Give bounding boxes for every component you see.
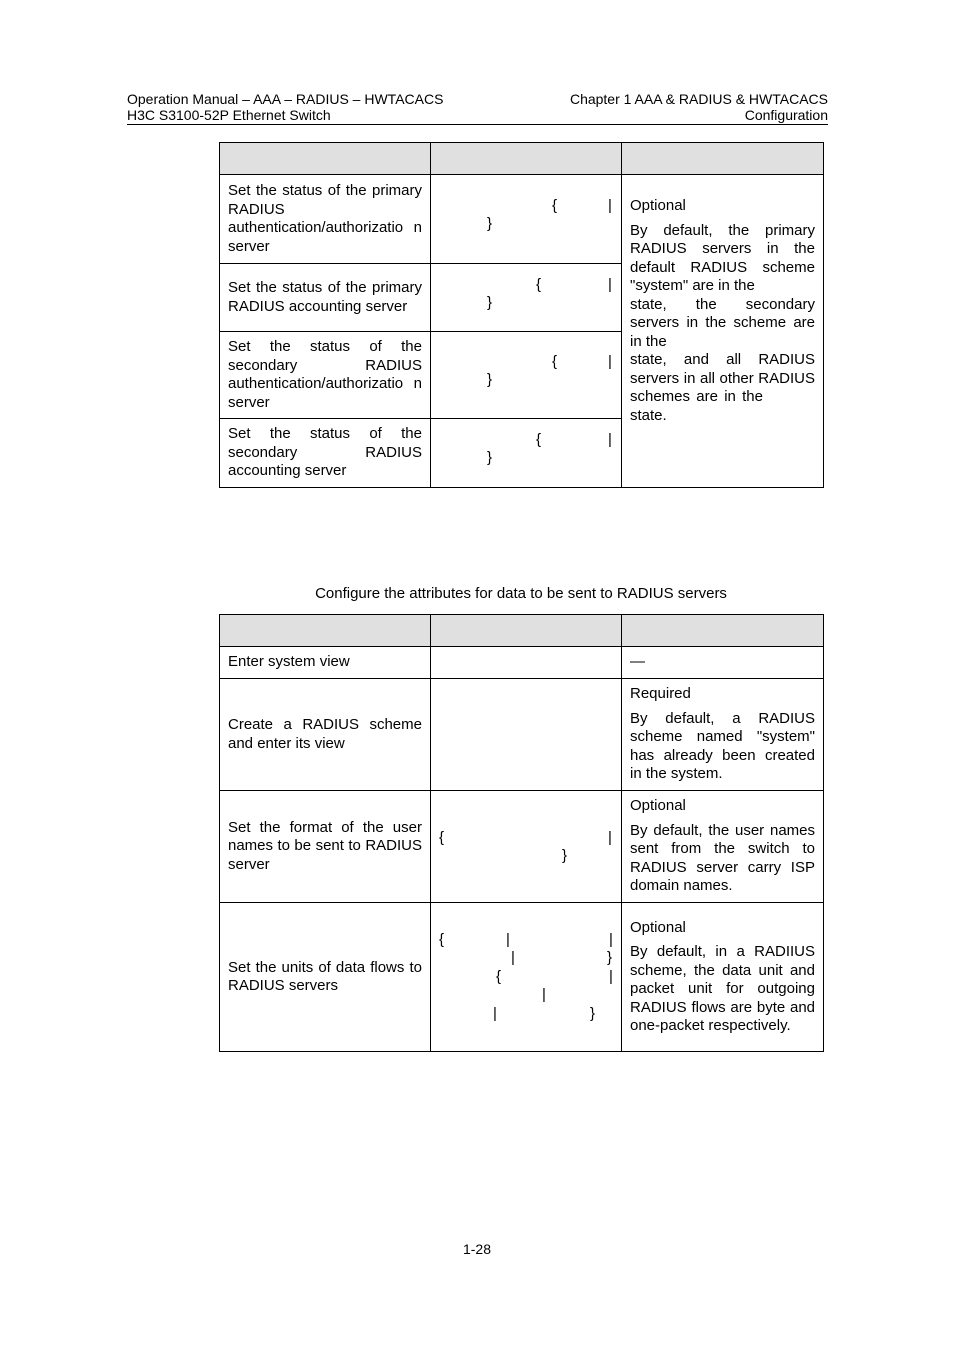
header-cell-description <box>622 615 824 647</box>
table-row <box>220 175 824 264</box>
operation-cell: Set the units of data flows to RADIUS servers <box>220 903 431 1052</box>
server-status-table <box>219 142 824 488</box>
header-cell-command <box>431 143 622 175</box>
manual-title: Operation Manual – AAA – RADIUS – HWTACACS <box>127 91 444 107</box>
pipe-glyph: | <box>493 1005 497 1022</box>
table-row <box>220 647 824 679</box>
description-default: By default, a RADIUS scheme named "system" has already been created in the system. <box>630 709 815 783</box>
description-default <box>630 222 815 426</box>
header-rule <box>127 124 828 125</box>
description-cell <box>622 903 824 1052</box>
operation-cell: Set the status of the secondary RADIUS authentication/authorizatio n server <box>220 332 431 419</box>
open-brace-glyph: { <box>552 197 558 214</box>
table-row <box>220 679 824 791</box>
operation-cell: Create a RADIUS scheme and enter its view <box>220 679 431 791</box>
table-row <box>220 903 824 1052</box>
open-brace-glyph: { <box>536 275 542 293</box>
operation-cell: Set the format of the user names to be sent to RADIUS server <box>220 791 431 903</box>
open-brace-glyph: { <box>496 968 502 985</box>
description-optional: Optional <box>630 797 686 815</box>
product-name: H3C S3100-52P Ethernet Switch <box>127 107 331 123</box>
chapter-title: Chapter 1 AAA & RADIUS & HWTACACS <box>569 91 828 107</box>
pipe-glyph: | <box>608 431 612 448</box>
pipe-glyph: | <box>506 931 510 948</box>
header-cell-operation <box>220 143 431 175</box>
table-caption: Configure the attributes for data to be sent to RADIUS servers <box>315 585 727 602</box>
header-cell-description <box>622 143 824 175</box>
pipe-glyph: | <box>609 931 613 948</box>
command-cell <box>431 791 622 903</box>
close-brace-glyph: } <box>487 293 493 311</box>
description-default: By default, the user names sent from the switch to RADIUS server carry ISP domain names. <box>630 821 815 895</box>
command-cell <box>431 175 622 264</box>
description-text-part1: By default, the primary RADIUS servers in the default RADIUS scheme "system" are in the <box>630 221 815 294</box>
pipe-glyph: | <box>608 197 612 214</box>
description-cell <box>622 175 824 488</box>
open-brace-glyph: { <box>552 353 558 370</box>
operation-cell: Set the status of the primary RADIUS authentication/authorizatio n server <box>220 175 431 264</box>
description-default: By default, in a RADIIUS scheme, the data unit and packet unit for outgoing RADIUS flows are byte and one-packet respectively. <box>630 943 815 1034</box>
close-brace-glyph: } <box>590 1005 596 1022</box>
description-text-part3: state, and all RADIUS servers in all other RADIUS schemes are in the <box>630 351 815 405</box>
description-optional: Optional <box>630 918 686 936</box>
operation-cell: Set the status of the secondary RADIUS accounting server <box>220 419 431 488</box>
description-text-part4: state. <box>630 406 667 424</box>
command-cell <box>431 419 622 488</box>
header-left <box>127 91 443 123</box>
command-cell <box>431 679 622 791</box>
section-title: Configuration <box>744 107 828 123</box>
description-cell <box>622 791 824 903</box>
description-cell <box>622 679 824 791</box>
pipe-glyph: | <box>608 275 612 293</box>
operation-cell: Enter system view <box>220 647 431 679</box>
description-optional: Optional <box>630 197 686 214</box>
open-brace-glyph: { <box>439 828 445 846</box>
close-brace-glyph: } <box>607 949 613 966</box>
command-cell <box>431 264 622 332</box>
close-brace-glyph: } <box>487 371 493 388</box>
description-cell: — <box>622 647 824 679</box>
open-brace-glyph: { <box>439 931 445 948</box>
close-brace-glyph: } <box>562 846 568 864</box>
close-brace-glyph: } <box>487 215 493 232</box>
description-text-part2: state, the secondary servers in the scheme are in the <box>630 295 815 350</box>
table-header-row <box>220 615 824 647</box>
close-brace-glyph: } <box>487 449 493 466</box>
description-required: Required <box>630 685 691 703</box>
pipe-glyph: | <box>608 353 612 370</box>
pipe-glyph: | <box>542 986 546 1003</box>
header-cell-command <box>431 615 622 647</box>
operation-cell: Set the status of the primary RADIUS accounting server <box>220 264 431 332</box>
data-attributes-table <box>219 614 824 1052</box>
table-header-row <box>220 143 824 175</box>
header-cell-operation <box>220 615 431 647</box>
pipe-glyph: | <box>608 828 612 846</box>
open-brace-glyph: { <box>536 431 542 448</box>
command-cell <box>431 332 622 419</box>
pipe-glyph: | <box>511 949 515 966</box>
command-cell <box>431 903 622 1052</box>
pipe-glyph: | <box>609 968 613 985</box>
command-cell <box>431 647 622 679</box>
table-row <box>220 791 824 903</box>
header-right <box>570 91 828 123</box>
page-number: 1-28 <box>462 1241 492 1257</box>
